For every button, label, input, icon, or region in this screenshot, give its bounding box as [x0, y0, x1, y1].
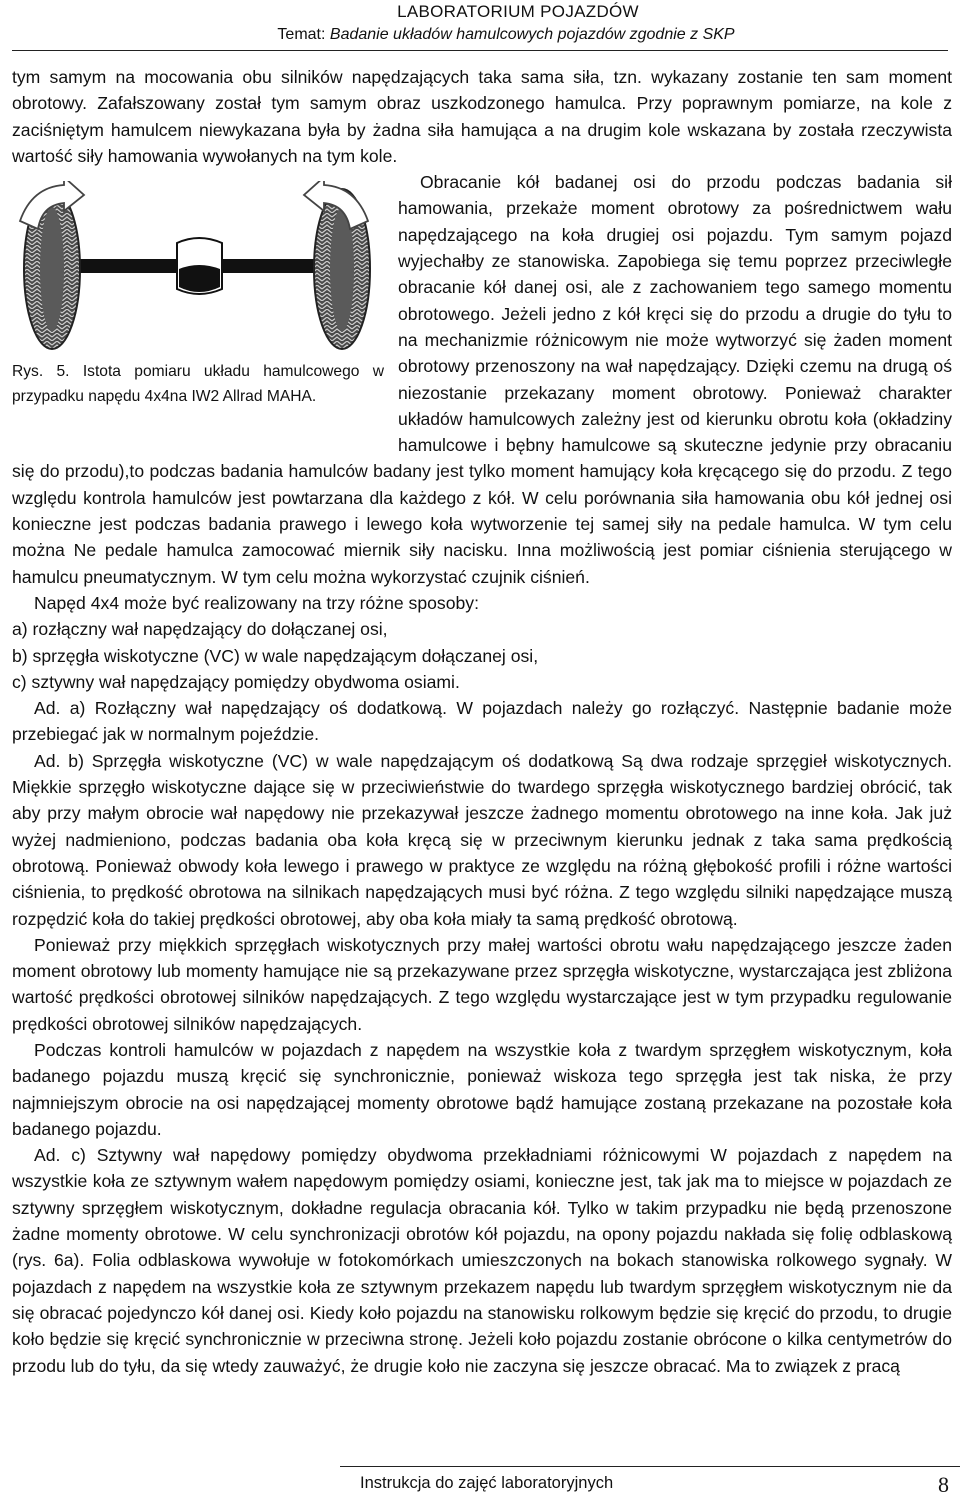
footer-text: Instrukcja do zajęć laboratoryjnych	[360, 1474, 614, 1492]
list-item-b: b) sprzęgła wiskotyczne (VC) w wale napędzającym dołączanej osi,	[12, 645, 539, 666]
lab-title: LABORATORIUM POJAZDÓW	[397, 2, 639, 21]
topic-title: Badanie układów hamulcowych pojazdów zgodnie z SKP	[329, 26, 735, 43]
paragraph-ad-b: Ad. b) Sprzęgła wiskotyczne (VC) w wale napędzającym oś dodatkową Są dwa rodzaje sprzęgieł wiskotycznych. Miękkie sprzęgło wiskotyczne dające się w przeciwieństwie do twardego sprzęgła wiskotycznego bardziej obrócić, tak aby przy małym obrocie wał napędowy nie przekazywał jeszcze żadnego momentu obrotowego na inne koła. Jak już wyżej nadmieniono, podczas badania oba koła kręcą się w przeciwnym kierunku jednak z taka sama prędkością obrotową. Ponieważ obwody koła lewego i prawego w praktyce ze względu na różną głębokość profili i różne wartości ciśnienia, to prędkość obrotowa na silnikach napędzających musi być różna. Z tego względu silniki napędzające muszą rozpędzić koła do takiej prędkości obrotowej, aby oba koła miały ta samą prędkość obrotową.	[12, 750, 952, 929]
paragraph-hard-vc: Podczas kontroli hamulców w pojazdach z napędem na wszystkie koła z twardym sprzęgłem wiskotycznym, koła badanego pojazdu muszą kręcić się synchronicznie, ponieważ wiskoza tego sprzęgła jest tak niska, że przy najmniejszym obrocie na osi napędzającej momenty obrotowe bądź hamujące zostaną przekazane na pozostałe koła badanego pojazdu.	[12, 1039, 952, 1139]
paragraph-2: Obracanie kół badanej osi do przodu podczas badania sił hamowania, przekaże moment obrotowy za pośrednictwem wału napędzającego na koła drugiej osi pojazdu. Tym samym pojazd wyjechałby ze stanowiska. Zapobiega się temu poprzez przeciwległe obracanie kół danej osi, ale z zachowaniem tego samego momentu obrotowego. Jeżeli jedno z kół kręci się do przodu a drugie do tyłu to na mechanizmie różnicowym nie może wytworzyć się żaden moment obrotowy przenoszony na wał napędzający. Dzięki czemu na drugą oś niezostanie przekazany moment obrotowy. Ponieważ charakter układów hamulcowych zależny jest od kierunku obrotu koła (okładziny hamulcowe i bębny hamulcowe są skuteczne jedynie przy obracaniu się do przodu),to podczas badania hamulców badany jest tylko moment hamujący koła kręcącego się do przodu. Z tego względu kontrola hamulców jest powtarzana dla każdego z kół. W celu porównania siła hamowania obu kół jednej osi konieczne jest podczas badania prawego i lewego koła wytworzenie tej samej siły na pedale hamulca. W tym celu można Ne pedale hamulca zamocować miernik siły nacisku. Inna możliwością jest pomiar ciśnienia sterującego w hamulcu pneumatycznym. W tym celu można wykorzystać czujnik ciśnień.	[12, 172, 952, 587]
figure-5	[12, 169, 392, 453]
header-rule	[12, 50, 948, 51]
document-body	[12, 64, 952, 1379]
paragraph-1: tym samym na mocowania obu silników napędzających taka sama siła, tzn. wykazany zostanie ten sam moment obrotowy. Zafałszowany został tym samym obraz uszkodzonego hamulca. Przy poprawnym pomiarze, na kole z zaciśniętym hamulcem niewykazana była by żadna siła hamująca a na drugim kole wskazana by została rzeczywista wartość siły hamowania wywołanych na tym kole.	[12, 67, 952, 166]
page-footer	[0, 1466, 960, 1504]
paragraph-ad-c: Ad. c) Sztywny wał napędowy pomiędzy obydwoma przekładniami różnicowymi W pojazdach z napędem na wszystkie koła ze sztywnym wałem napędowym pomiędzy osiami, konieczne jest, tak jak ma to miejsce w pojazdach ze sztywny sprzęgłem wiskotycznym, dokładne regulacja obracania kół. Tylko w takim przypadku nie będą przenoszone żadne momenty obrotowe. W celu synchronizacji obrotów kół pojazdu, na opony pojazdu nakłada się folię odblaskową (rys. 6a). Folia odblaskowa wywołuje w fotokomórkach umieszczonych na bokach stanowiska rolkowego sygnały. W pojazdach z napędem na wszystkie koła ze sztywnym przekazem napędu lub twardym sprzęgłem wiskotycznym nie da się obracać pojedynczo kół danej osi. Kiedy koło pojazdu na stanowisku rolkowym będzie się kręcić do przodu, to drugie koło będzie się kręcić synchronicznie w przeciwna stronę. Jeżeli koło pojazdu zostanie obrócone o kilka centymetrów do przodu lub do tyłu, da się wtedy zauważyć, że drugie koło nie zaczyna się jeszcze obracać. Ma to związek z pracą	[12, 1145, 952, 1376]
footer-rule	[340, 1466, 960, 1467]
figure-caption: Rys. 5. Istota pomiaru układu hamulcowego w przypadku napędu 4x4na IW2 Allrad MAHA.	[12, 363, 384, 406]
paragraph-3: Napęd 4x4 może być realizowany na trzy różne sposoby:	[34, 592, 479, 613]
paragraph-soft-vc: Ponieważ przy miękkich sprzęgłach wiskotycznych przy małej wartości obrotu wału napędzającego jeszcze żaden moment obrotowy lub momenty hamujące nie są przekazywane przez sprzęgła wiskotyczne, wystarczająca jest zbliżona wartość prędkości obrotowej silników napędzających. Z tego względu wystarczające jest w tym przypadku regulowanie prędkości obrotowej silników napędzających.	[12, 934, 952, 1034]
list-item-c: c) sztywny wał napędzający pomiędzy obydwoma osiami.	[12, 671, 460, 692]
paragraph-ad-a: Ad. a) Rozłączny wał napędzający oś dodatkową. W pojazdach należy go rozłączyć. Następnie badanie może przebiegać jak w normalnym pojeździe.	[12, 698, 952, 745]
topic-prefix: Temat:	[277, 26, 330, 43]
axle-wheels-illustration	[12, 181, 377, 356]
list-item-a: a) rozłączny wał napędzający do dołączanej osi,	[12, 619, 388, 640]
page-number: 8	[938, 1472, 949, 1497]
topic-line	[236, 26, 776, 44]
